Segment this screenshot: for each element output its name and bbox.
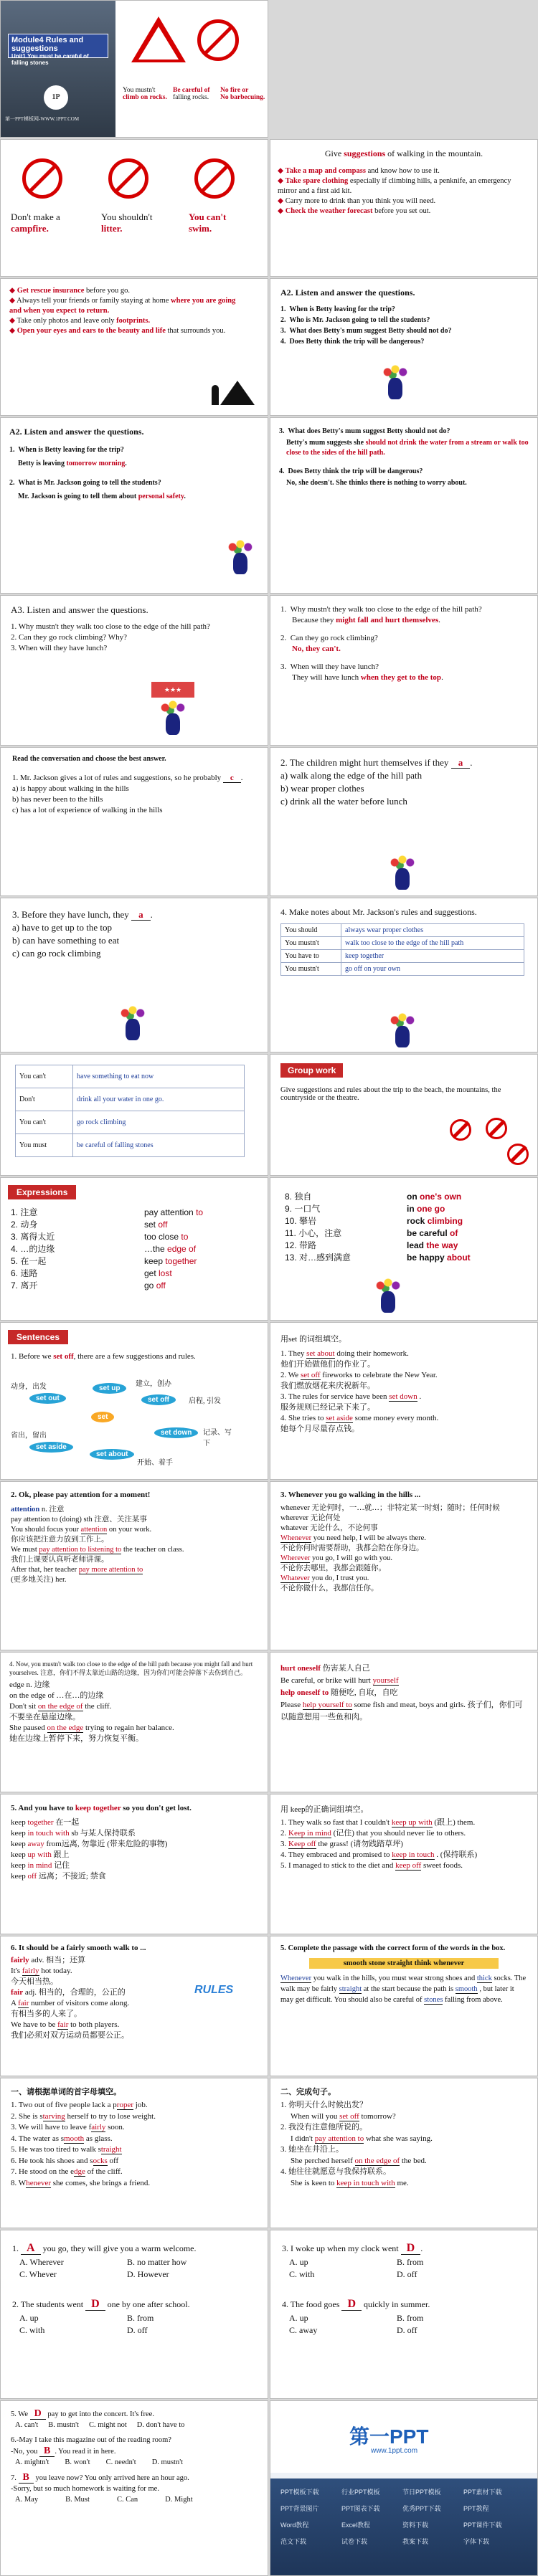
group-work-tag: Group work	[280, 1063, 343, 1078]
choose-question-3: 3. Before they have lunch, they a . a) have to get up to the top b) can have something to eat c) can go rock climbing	[12, 909, 153, 959]
keep-exercise-lead: 用 keep的正确词组填空。	[280, 1805, 369, 1814]
link-ppt-materials[interactable]: PPT素材下载	[463, 2489, 502, 2496]
link-excel-tutorial[interactable]: Excel教程	[341, 2522, 371, 2529]
mc-question-2: 2. The students went D one by one after school.	[12, 2298, 190, 2310]
edge-body: edge n. 边缘 on the edge of …在…的边缘 Don't sit on the edge of the cliff. 不要坐在悬崖边缘。 She paused on the edge trying to regain her balance. 她在边缘上暂停下来，努力恢复平衡。	[9, 1681, 174, 1743]
label-set-down: 记录、写下	[203, 1429, 232, 1448]
link-word-tutorial[interactable]: Word教程	[280, 2522, 309, 2529]
link-courseware[interactable]: PPT课件下载	[463, 2522, 502, 2529]
mc-question-4: 4. The food goes D quickly in summer.	[282, 2298, 430, 2310]
title-photo	[1, 1, 115, 138]
notes-table	[280, 923, 524, 976]
fill-letters-list: 1. Two out of five people lack a proper job. 2. She is starving herself to try to lose weight. 3. We will have to leave fairly soon. 4. The water as smooth as glass. 5. He was too tired to walk straight 6. He took his shoes and socks off 7. He stood on the edge of the cliff. 8. Whenever she comes, she brings a friend.	[11, 2101, 156, 2187]
more-suggestions-list: ◆ Get rescue insurance before you go. ◆ Always tell your friends or family staying at home where you are going and when you expect to return. ◆ Take only photos and leave only footprints. ◆ Open your eyes and ears to the beauty and life that surrounds you.	[9, 287, 236, 335]
site-text: 第一PPT模板网-WWW.1PPT.COM	[5, 116, 80, 122]
caption-1: You mustn't climb on rocks.	[123, 87, 167, 101]
link-resources[interactable]: 资料下载	[402, 2522, 429, 2529]
table-row: You mustn't go off on your own	[281, 963, 524, 976]
suggestions-heading: Give suggestions of walking in the mountain.	[324, 148, 483, 158]
table-row: You can't go rock climbing	[16, 1111, 245, 1134]
link-exams[interactable]: 试卷下载	[341, 2538, 368, 2545]
slide-edge	[0, 1652, 268, 1792]
whenever-body: whenever 无论何时，一…就…；非特定某一时刻；随时；任何时候 wherever 无论何处 whatever 无论什么，不论何事 Whenever you need help, I will be always there. 不论你何时需要帮助，我都会陪在你身边。 Wherever you go, I will go with you. 不论你去哪里，我都会跟随你。 Whatever you do, I trust you. 不论你做什么，我都信任你。	[280, 1504, 500, 1592]
edge-paragraph: 4. Now, you mustn't walk too close to the edge of the hill path because you might fall and hurt yourselves. 注意，你们不得太靠近山路的边缘，因为你们可能会掉落下去伤到自己。	[9, 1660, 253, 1676]
mc-options-1: A. Wherever B. no matter how C. Whever D. However	[19, 2257, 187, 2279]
link-industry-templates[interactable]: 行业PPT模板	[341, 2489, 380, 2496]
mc-options-3: A. up B. from C. with D. off	[289, 2257, 424, 2279]
caption-litter: You shouldn't litter.	[101, 212, 153, 234]
flower-vase-icon	[392, 855, 412, 890]
label-set-out: 动身，出发	[11, 1383, 47, 1391]
slide-choose-2	[270, 747, 538, 896]
logo-icon: 1P	[44, 85, 68, 110]
set-about-oval: set about	[90, 1449, 134, 1460]
passage-text: Whenever you walk in the hills, you must wear strong shoes and thick socks. The walk may be fairly straight at the start because the path is smooth , but later it may get difficult. You should also be careful of stones falling from above.	[280, 1974, 527, 2004]
attention-heading: 2. Ok, please pay attention for a moment!	[11, 1491, 151, 1499]
no-fire-sign-icon	[197, 19, 239, 61]
passage-heading: 5. Complete the passage with the correct form of the words in the box.	[280, 1944, 506, 1952]
slide-more-suggestions	[0, 278, 268, 416]
a2-question-list: 1. When is Betty leaving for the trip? 2. Who is Mr. Jackson going to tell the students? 3. What does Betty's mum suggest Betty should not do? 4. Does Betty think the trip will be dangerous?	[280, 305, 452, 346]
hurt-oneself-body: hurt oneself 伤害某人自己 Be careful, or brike will hurt yourself help oneself to 随便吃, 自取，自吃 Please help yourself to some fish and meat, boys and girls. 孩子们，你们可以随意想用一些鱼和肉。	[280, 1664, 523, 1721]
expressions-cn-right: 8. 独自 9. 一口气 10. 攀岩 11. 小心，注意 12. 带路 13. 对…感到满意	[285, 1192, 351, 1263]
caption-3: No fire or No barbecuing.	[220, 87, 265, 101]
slide-a3-answers	[270, 595, 538, 746]
expressions-en-right: on one's own in one go rock climbing be careful of lead the way be happy about	[407, 1192, 471, 1263]
link-ppt-backgrounds[interactable]: PPT背景图片	[280, 2505, 319, 2512]
no-sign-icon	[507, 1144, 529, 1165]
a2-answers-body-2: 3. What does Betty's mum suggest Betty should not do? Betty's mum suggests she should not drink the water from a stream or walk too close to the sides of the hill path. 4. Does Betty think the trip will be dangerous? No, she doesn't. She thinks there is nothing to worry about.	[279, 427, 529, 487]
no-campfire-icon	[22, 158, 62, 199]
slide-make-notes	[270, 898, 538, 1052]
table-row: You have to keep together	[281, 950, 524, 963]
choose-question-1: 1. Mr. Jackson gives a lot of rules and suggestions, so he probably c . a) is happy about walking in the hills b) has never been to the hills c) has a lot of experience of walking in the hills	[12, 774, 243, 814]
hiker-mountain-icon	[212, 376, 255, 405]
group-work-text: Give suggestions and rules about the trip to the beach, the mountains, the countryside or the theatre.	[280, 1086, 501, 1102]
flower-vase-icon	[163, 700, 183, 735]
caption-swim: You can't swim.	[189, 212, 227, 234]
slide-a3-questions	[0, 595, 268, 746]
whenever-heading: 3. Whenever you go walking in the hills ...	[280, 1491, 421, 1499]
mc-question-5: 5. We D pay to get into the concert. It's free. A. can't B. mustn't C. might not D. don't have to 6.-May I take this magazine out of the reading room? -No, you B . You read it in here. A. mightn't B. won't C. needn't D. mustn't 7. B you leave now? You only arrived here an hour ago. -Sorry, but so much homework is waiting for me. A. May B. Must C. Can D. Might	[11, 2408, 193, 2504]
unit-title: Unit1 You must be careful of falling stones	[11, 53, 89, 66]
mc-options-2: A. up B. from C. with D. off	[19, 2313, 154, 2335]
slide-choose-3	[0, 898, 268, 1052]
flower-vase-icon	[230, 540, 250, 574]
slide-a2-questions	[270, 278, 538, 416]
no-sign-icon	[450, 1119, 471, 1141]
brand-logo[interactable]: 第一PPT	[349, 2425, 429, 2448]
no-sign-icon	[486, 1118, 507, 1139]
slide-hurt-oneself	[270, 1652, 538, 1792]
banner-icon: ★★★	[151, 682, 194, 698]
sentences-tag: Sentences	[8, 1330, 68, 1344]
link-excellent-ppt[interactable]: 优秀PPT下载	[402, 2505, 441, 2512]
slide-title	[0, 0, 268, 138]
keep-exercise-list: 1. They walk so fast that I couldn't keep up with (跟上) them. 2. Keep in mind (记住) that you should never lie to others. 3. Keep off the grass! (请勿践踏草坪) 4. They embraced and promised to keep in touch . (保持联系) 5. I managed to stick to the diet and keep off sweet foods.	[280, 1818, 478, 1870]
table-row: You must be careful of falling stones	[16, 1134, 245, 1157]
slide-a2-answers-1	[0, 417, 268, 594]
set-exercise-list: 1. They set about doing their homework. 他们开始做他们的作业了。 2. We set off fireworks to celebrate the New Year. 我们燃放烟花来庆祝新年。 3. The rules for service have been set down . 服务规则已经记录下来了。 4. She tries to set aside some money every month. 她每个月尽量存点钱。	[280, 1349, 439, 1433]
fairly-heading: 6. It should be a fairly smooth walk to ...	[11, 1944, 146, 1952]
label-set-up: 建立，创办	[136, 1380, 171, 1388]
mc-options-4: A. up B. from C. away D. off	[289, 2313, 424, 2335]
caption-campfire: Don't make a campfire.	[11, 212, 60, 234]
table-row: You can't have something to eat now	[16, 1065, 245, 1088]
flower-vase-icon	[385, 365, 405, 399]
keep-list: keep together 在一起 keep in touch with sb 与某人保持联系 keep away from远离, 勿靠近 (带来危险的事物) keep up with 跟上 keep in mind 记住 keep off 远离；不接近; 禁食	[11, 1818, 168, 1881]
slide-keep-exercise	[270, 1794, 538, 1934]
slide-mc-2	[270, 2230, 538, 2399]
expressions-tag: Expressions	[8, 1185, 76, 1199]
slide-set-exercise	[270, 1322, 538, 1480]
table-row: Don't drink all your water in one go.	[16, 1088, 245, 1111]
set-off-oval: set off	[141, 1394, 176, 1405]
set-out-oval: set out	[29, 1393, 66, 1404]
a3-answer-list: 1. Why mustn't they walk too close to the edge of the hill path? Because they might fall and hurt themselves. 2. Can they go rock climbing? No, they can't. 3. When will they have lunch? They will have lunch when they get to the top.	[280, 605, 482, 682]
expressions-cn-left: 1. 注意 2. 动身 3. 离得太近 4. …的边缘 5. 在一起 6. 迷路 7. 离开	[11, 1207, 55, 1291]
flower-vase-icon	[123, 1006, 143, 1040]
no-swimming-icon	[194, 158, 235, 199]
notes-table-2	[15, 1065, 245, 1157]
slide-whenever	[270, 1481, 538, 1650]
slide-signs-2	[0, 139, 268, 277]
link-ppt-charts[interactable]: PPT图表下载	[341, 2505, 380, 2512]
expressions-en-left: pay attention to set off too close to …the edge of keep together get lost go off	[144, 1207, 204, 1291]
link-ppt-tutorial[interactable]: PPT教程	[463, 2505, 489, 2512]
label-set-off: 启程, 引发	[189, 1397, 221, 1405]
mc-question-3: 3. I woke up when my clock went D .	[282, 2242, 423, 2254]
slide-fairly	[0, 1936, 268, 2076]
slide-keep	[0, 1794, 268, 1934]
fill-letters-heading: 一、请根据单词的首字母填空。	[11, 2088, 121, 2096]
a2-answers-heading: A2. Listen and answer the questions.	[9, 427, 144, 437]
sentence-1: 1. Before we set off, there are a few suggestions and rules.	[11, 1352, 196, 1361]
a3-question-list: 1. Why mustn't they walk too close to the edge of the hill path? 2. Can they go rock climbing? Why? 3. When will they have lunch?	[11, 622, 210, 652]
link-ppt-templates[interactable]: PPT模板下载	[280, 2489, 319, 2496]
slide-mc-3	[0, 2400, 268, 2576]
caption-2: Be careful of falling rocks.	[173, 87, 210, 101]
slide-sentences	[0, 1322, 268, 1480]
slide-expressions-left	[0, 1177, 268, 1321]
a3-heading: A3. Listen and answer the questions.	[11, 604, 148, 615]
rules-logo: RULES	[194, 1984, 234, 1996]
a2-answers-body: 1. When is Betty leaving for the trip? Betty is leaving tomorrow morning. 2. What is Mr. Jackson going to tell the students? Mr. Jackson is going to tell them about personal safety.	[9, 446, 186, 500]
flower-vase-icon	[392, 1013, 412, 1047]
link-fonts[interactable]: 字体下载	[463, 2538, 490, 2545]
link-lesson-plans[interactable]: 教案下载	[402, 2538, 429, 2545]
slide-complete-passage	[270, 1936, 538, 2076]
link-holiday-templates[interactable]: 节日PPT模板	[402, 2489, 441, 2496]
slide-a2-answers-2	[270, 417, 538, 594]
a2-heading: A2. Listen and answer the questions.	[280, 287, 415, 298]
slide-mc-1	[0, 2230, 268, 2399]
slide-attention	[0, 1481, 268, 1650]
choose-question-2: 2. The children might hurt themselves if they a . a) walk along the edge of the hill path b) wear proper clothes c) drink all the water before lunch	[280, 757, 473, 807]
set-center-oval: set	[91, 1412, 114, 1422]
slide-expressions-right	[270, 1177, 538, 1321]
table-row: You mustn't walk too close to the edge of the hill path	[281, 937, 524, 950]
brand-site[interactable]: www.1ppt.com	[371, 2447, 418, 2455]
set-up-oval: set up	[93, 1383, 126, 1394]
attention-body: attention n. 注意 pay attention to (doing) sth 注意、关注某事 You should focus your attention on your work. 你应该把注意力放到工作上。 We must pay attention to listening to the teacher on class. 我们上课要认真听老师讲课。 After that, her teacher pay more attention to (更多地关注) her.	[11, 1506, 184, 1584]
link-essays[interactable]: 范文下载	[280, 2538, 307, 2545]
complete-sentences-heading: 二、完成句子。	[280, 2088, 336, 2096]
mc-question-1: 1. A you go, they will give you a warm welcome.	[12, 2242, 197, 2254]
notes-heading: 4. Make notes about Mr. Jackson's rules and suggestions.	[280, 907, 477, 917]
slide-notes-continued	[0, 1054, 268, 1176]
ending-links	[280, 2487, 524, 2546]
keep-heading: 5. And you have to keep together so you don't get lost.	[11, 1804, 192, 1812]
module-title: Module4 Rules and suggestions	[11, 36, 84, 53]
no-litter-icon	[108, 158, 148, 199]
slide-group-work	[270, 1054, 538, 1176]
choose-heading: Read the conversation and choose the best answer.	[12, 755, 166, 763]
slide-complete-sentences	[270, 2078, 538, 2228]
word-box: smooth stone straight think whenever	[309, 1958, 499, 1969]
complete-sentences-list: 1. 你明天什么时候出发？ When will you set off tomorrow? 2. 我没有注意他所说的。 I didn't pay attention to what she was saying. 3. 她坐在井沿上。 She perched herself on the edge of the bed. 4. 她往往就愿意与我保持联系。 She is keen to keep in touch with me.	[280, 2101, 433, 2187]
set-down-oval: set down	[154, 1427, 198, 1438]
suggestions-list: ◆ Take a map and compass and know how to use it. ◆ Take spare clothing especially if climbing hills, a penknife, an emergency mirror and a first aid kit. ◆ Carry more to drink than you think you will need. ◆ Check the weather forecast before you set out.	[278, 167, 511, 215]
slide-ending	[270, 2400, 538, 2576]
set-exercise-lead: 用set 的词组填空。	[280, 1335, 346, 1344]
label-set-about: 开始、着手	[137, 1459, 173, 1467]
slide-fill-letters	[0, 2078, 268, 2228]
slide-choose-1	[0, 747, 268, 896]
fairly-body: fairly adv. 相当；还算 It's fairly hot today. 今天相当热。 fair adj. 相当的，合理的，公正的 A fair number of visitors come along. 有相当多的人来了。 We have to be fair to both players. 我们必须对双方运动员都要公正。	[11, 1956, 130, 2040]
flower-vase-icon	[378, 1278, 398, 1313]
set-aside-oval: set aside	[29, 1442, 73, 1453]
label-set-aside: 省出，留出	[11, 1432, 47, 1440]
slide-suggestions	[270, 139, 538, 277]
table-row: You should always wear proper clothes	[281, 924, 524, 937]
